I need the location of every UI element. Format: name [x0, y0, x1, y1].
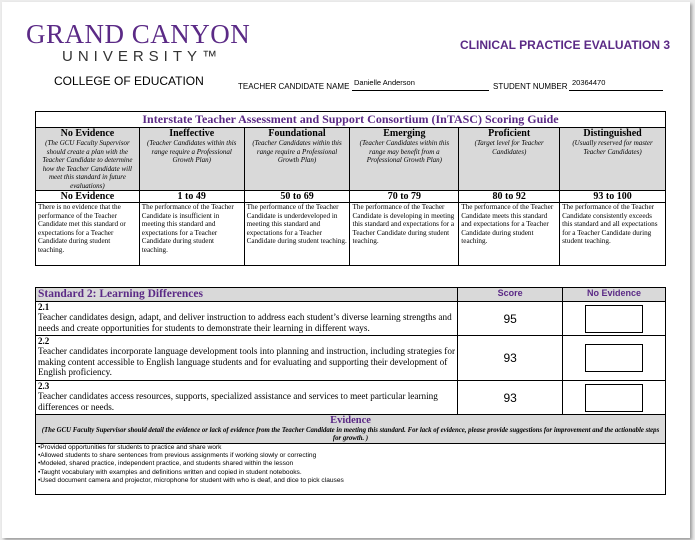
- level-description: (Usually reserved for master Teacher Candidates): [572, 139, 653, 156]
- level-detail: There is no evidence that the performance of the Teacher Candidate met this standard or expectations for a Teacher Candidate during student teaching.: [36, 203, 140, 266]
- evaluation-title: CLINICAL PRACTICE EVALUATION 3: [460, 38, 671, 52]
- evidence-header: [36, 415, 666, 444]
- student-number-line: [569, 90, 663, 91]
- item-number: 2.1: [38, 302, 50, 312]
- standard-item-row: [36, 336, 666, 381]
- score-field[interactable]: 93: [458, 381, 563, 415]
- item-text: Teacher candidates incorporate language development tools into planning and instruction, including strategies for making content accessible to English language students and for evaluating and supporting their development of English proficiency.: [38, 346, 456, 377]
- candidate-name-label: TEACHER CANDIDATE NAME: [238, 82, 350, 91]
- level-header: [459, 128, 560, 191]
- level-detail: The performance of the Teacher Candidate consistently exceeds this standard and all expectations for a Teacher Candidate during student teaching.: [560, 203, 666, 266]
- level-description: (Teacher Candidates within this range require a Professional Growth Plan): [147, 139, 237, 164]
- candidate-name-field[interactable]: Danielle Anderson: [354, 78, 415, 87]
- student-number-field[interactable]: 20364470: [572, 78, 606, 87]
- level-range: 80 to 92: [459, 191, 560, 203]
- level-range: 70 to 79: [350, 191, 459, 203]
- evidence-instructions: (The GCU Faculty Supervisor should detail the evidence or lack of evidence from the Teacher Candidate in meeting this standard. For lack of evidence, please provide suggestions for improvement and the actionable steps for growth. ): [41, 427, 660, 442]
- level-range: 93 to 100: [560, 191, 666, 203]
- student-number-label: STUDENT NUMBER: [493, 82, 568, 91]
- level-header: [560, 128, 666, 191]
- evidence-item: •Provided opportunities for students to practice and share work: [38, 444, 222, 451]
- standard-title: Standard 2: Learning Differences: [36, 288, 458, 302]
- document-page: [2, 2, 690, 538]
- level-description: (The GCU Faculty Supervisor should create a plan with the Teacher Candidate to determine how the Teacher Candidate will meet this standard in future evaluations): [42, 139, 133, 190]
- evidence-item: •Modeled, shared practice, independent practice, and students shared within the lesson: [38, 460, 294, 468]
- item-text: Teacher candidates design, adapt, and deliver instruction to address each student’s diverse learning strengths and needs and create opportunities for students to demonstrate their learning in different ways.: [38, 312, 452, 333]
- level-header: [36, 128, 140, 191]
- item-number: 2.2: [38, 336, 50, 346]
- no-evidence-checkbox[interactable]: [585, 384, 643, 412]
- level-detail: The performance of the Teacher Candidate is insufficient in meeting this standard and expectations for a Teacher Candidate during student teaching.: [139, 203, 244, 266]
- logo-main-text: GRAND CANYON: [26, 19, 251, 49]
- item-number: 2.3: [38, 381, 50, 391]
- evidence-item: •Used document camera and projector, microphone for student with who is deaf, and dice to pick clauses: [38, 476, 344, 484]
- college-name: COLLEGE OF EDUCATION: [54, 74, 204, 88]
- standard-item-row: [36, 381, 666, 415]
- level-name: No Evidence: [60, 128, 115, 139]
- standard-table: [35, 287, 666, 495]
- level-range: No Evidence: [36, 191, 140, 203]
- candidate-name-line: [352, 90, 489, 91]
- evidence-item: •Taught vocabulary with examples and definitions written and copied in student notebooks.: [38, 468, 302, 476]
- level-name: Distinguished: [583, 128, 642, 139]
- no-evidence-checkbox[interactable]: [585, 344, 643, 372]
- level-name: Ineffective: [169, 128, 215, 139]
- evidence-textarea[interactable]: [36, 444, 666, 495]
- evidence-item: •Allowed students to share sentences from previous assignments if working slowly or correcting: [38, 452, 317, 460]
- evidence-title: Evidence: [330, 415, 371, 426]
- no-evidence-column-header: No Evidence: [563, 288, 666, 302]
- level-name: Proficient: [488, 128, 531, 139]
- score-field[interactable]: 93: [458, 336, 563, 381]
- scoring-guide-title: Interstate Teacher Assessment and Support Consortium (InTASC) Scoring Guide: [36, 112, 666, 128]
- level-header: [350, 128, 459, 191]
- score-column-header: Score: [458, 288, 563, 302]
- level-header: [244, 128, 350, 191]
- level-range: 50 to 69: [244, 191, 350, 203]
- level-name: Emerging: [383, 128, 426, 139]
- logo-sub-text: UNIVERSITY™: [62, 48, 223, 65]
- level-description: (Teacher Candidates within this range require a Professional Growth Plan): [252, 139, 342, 164]
- level-detail: The performance of the Teacher Candidate is developing in meeting this standard and expectations for a Teacher Candidate during student teaching.: [350, 203, 459, 266]
- level-detail: The performance of the Teacher Candidate meets this standard and expectations for a Teacher Candidate during student teaching.: [459, 203, 560, 266]
- item-text: Teacher candidates access resources, supports, specialized assistance and services to meet particular learning differences or needs.: [38, 391, 438, 412]
- level-range: 1 to 49: [139, 191, 244, 203]
- no-evidence-checkbox[interactable]: [585, 305, 643, 333]
- level-description: (Target level for Teacher Candidates): [474, 139, 544, 156]
- level-header: [139, 128, 244, 191]
- scoring-guide-table: [35, 111, 666, 266]
- standard-item-row: [36, 302, 666, 336]
- score-field[interactable]: 95: [458, 302, 563, 336]
- level-name: Foundational: [268, 128, 326, 139]
- level-description: (Teacher Candidates within this range may benefit from a Professional Growth Plan): [359, 139, 450, 164]
- gcu-logo: [26, 20, 250, 66]
- level-detail: The performance of the Teacher Candidate is underdeveloped in meeting this standard and expectations for a Teacher Candidate during student teaching.: [244, 203, 350, 266]
